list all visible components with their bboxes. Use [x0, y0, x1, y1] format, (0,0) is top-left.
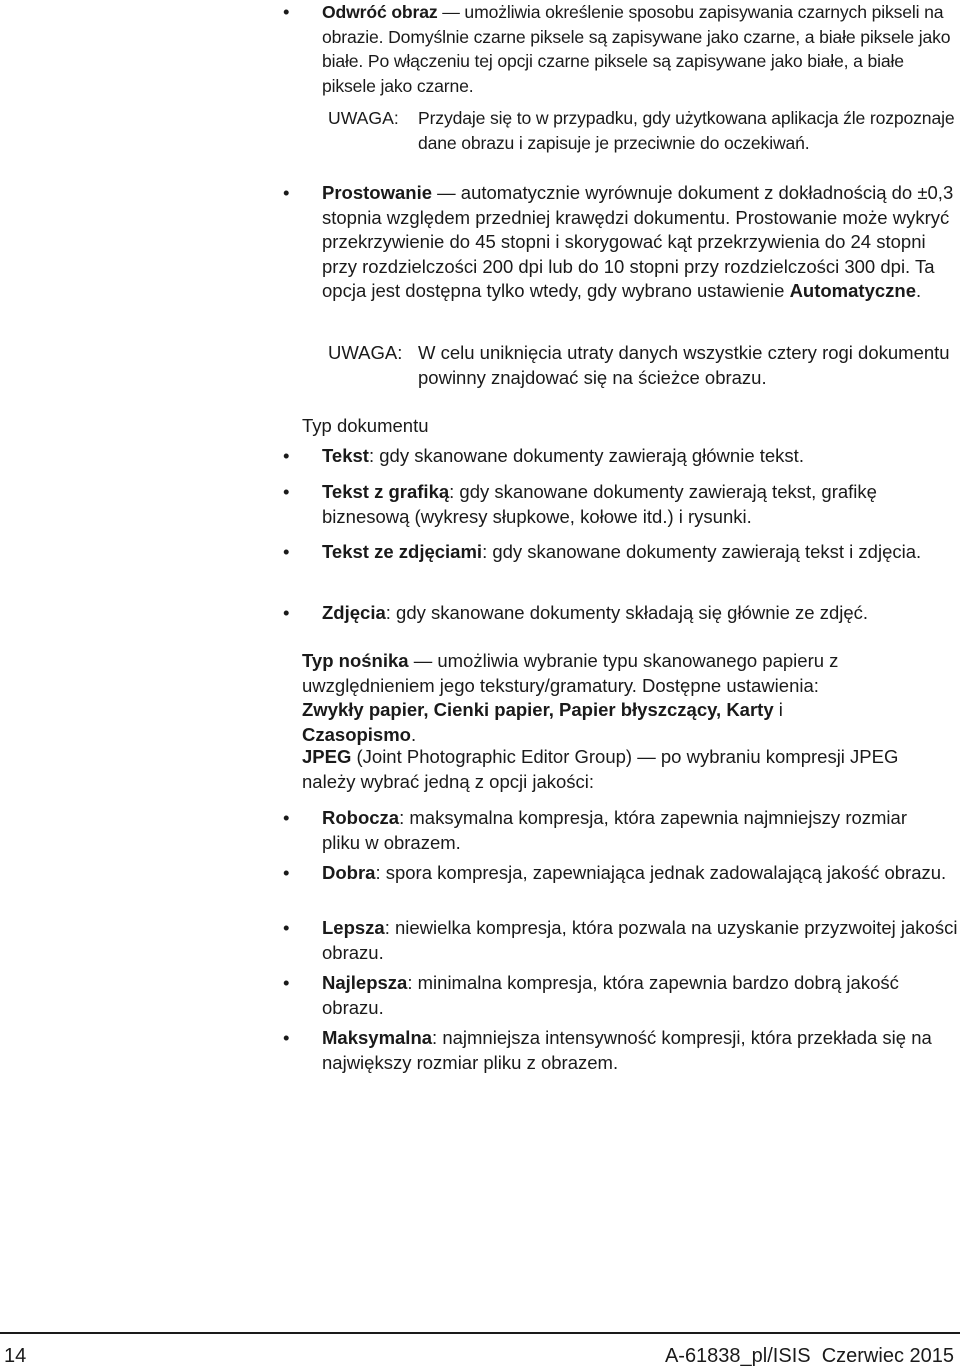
bullet-dot: •	[283, 862, 290, 883]
note-text: Przydaje się to w przypadku, gdy użytkowana aplikacja źle rozpoznaje dane obrazu i zapisuje je przeciwnie do oczekiwań.	[418, 108, 955, 153]
bullet-text: Tekst: gdy skanowane dokumenty zawierają głównie tekst.	[322, 445, 804, 466]
bullet-text: Maksymalna: najmniejsza intensywność kompresji, która przekłada się na największy rozmiar pliku z obrazem.	[322, 1027, 932, 1073]
bullet-dot: •	[283, 445, 290, 466]
bullet-text: Dobra: spora kompresja, zapewniająca jednak zadowalającą jakość obrazu.	[322, 862, 947, 883]
bullet-text: Zdjęcia: gdy skanowane dokumenty składają się głównie ze zdjęć.	[322, 602, 869, 623]
page-number: 14	[4, 1345, 27, 1367]
note-label: UWAGA:	[328, 108, 399, 128]
bullet-text: Najlepsza: minimalna kompresja, która zapewnia bardzo dobrą jakość obrazu.	[322, 972, 899, 1018]
bullet-text: Robocza: maksymalna kompresja, która zapewnia najmniejszy rozmiar pliku w obrazem.	[322, 807, 907, 853]
bullet-dot: •	[283, 481, 290, 502]
paragraph-typ-nosnika: Typ nośnika — umożliwia wybranie typu skanowanego papieru z uwzględnieniem jego tekstury/gramatury. Dostępne ustawienia: Zwykły papier, Cienki papier, Papier błyszczący, Karty i Czasopismo.	[302, 650, 839, 745]
bullet-dot: •	[283, 1, 290, 22]
bullet-dot: •	[283, 541, 290, 562]
bullet-text: Tekst z grafiką: gdy skanowane dokumenty zawierają tekst, grafikę biznesową (wykresy słupkowe, kołowe itd.) i rysunki.	[322, 481, 877, 527]
note-label: UWAGA:	[328, 342, 403, 363]
bullet-dot: •	[283, 972, 290, 993]
footer-rule	[0, 1332, 960, 1334]
term-odwroc-obraz: Odwróć obraz	[322, 2, 438, 22]
bullet-text: Tekst ze zdjęciami: gdy skanowane dokumenty zawierają tekst i zdjęcia.	[322, 541, 922, 562]
paragraph-jpeg: JPEG (Joint Photographic Editor Group) — po wybraniu kompresji JPEG należy wybrać jedną z opcji jakości:	[302, 746, 899, 792]
bullet-dot: •	[283, 602, 290, 623]
term-prostowanie: Prostowanie	[322, 182, 432, 203]
bullet-dot: •	[283, 182, 290, 203]
bullet-text: Lepsza: niewielka kompresja, która pozwala na uzyskanie przyzwoitej jakości obrazu.	[322, 917, 958, 963]
section-heading-typ-dokumentu: Typ dokumentu	[302, 415, 429, 436]
bullet-text: Odwróć obraz — umożliwia określenie sposobu zapisywania czarnych pikseli na obrazie. Domyślnie czarne piksele są zapisywane jako czarne, a białe piksele jako białe. Po włączeniu tej opcji czarne piksele są zapisywane jako białe, a białe piksele jako czarne.	[322, 2, 951, 96]
bullet-dot: •	[283, 807, 290, 828]
bullet-dot: •	[283, 917, 290, 938]
document-id: A-61838_pl/ISIS Czerwiec 2015	[664, 1345, 954, 1367]
bullet-dot: •	[283, 1027, 290, 1048]
bullet-text: Prostowanie — automatycznie wyrównuje dokument z dokładnością do ±0,3 stopnia względem przedniej krawędzi dokumentu. Prostowanie może wykryć przekrzywienie do 45 stopni i skorygować kąt przekrzywienia do 24 stopni przy rozdzielczości 200 dpi lub do 10 stopni przy rozdzielczości 300 dpi. Ta opcja jest dostępna tylko wtedy, gdy wybrano ustawienie Automatyczne.	[322, 182, 954, 301]
note-text: W celu uniknięcia utraty danych wszystkie cztery rogi dokumentu powinny znajdować się na ścieżce obrazu.	[418, 342, 950, 388]
